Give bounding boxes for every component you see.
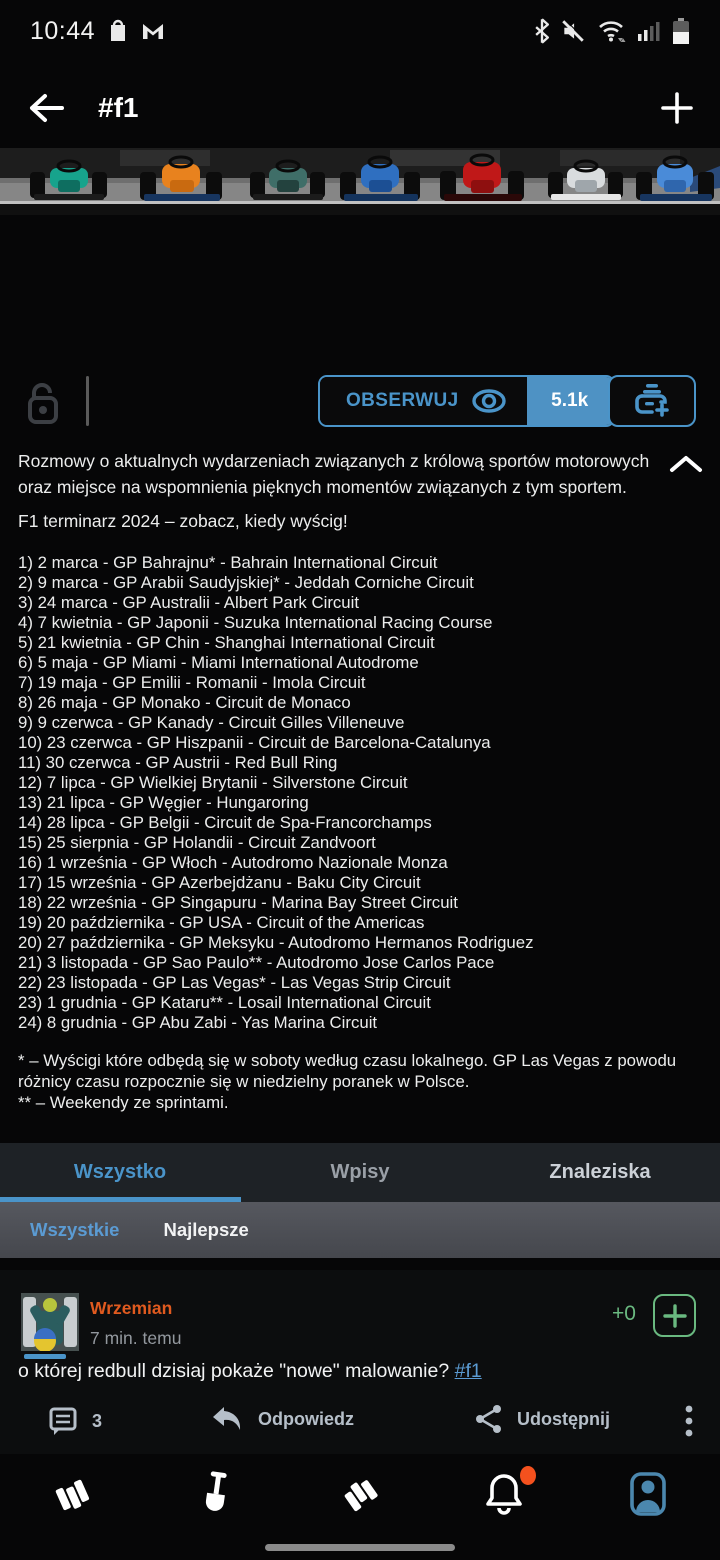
comment-icon (48, 1406, 78, 1436)
post-menu-button[interactable] (684, 1404, 694, 1438)
comments-count: 3 (92, 1410, 103, 1431)
status-bar (0, 0, 720, 62)
race-calendar-item: 16) 1 września - GP Włoch - Autodromo Nazionale Monza (18, 853, 448, 872)
post-author[interactable]: Wrzemian (90, 1298, 173, 1318)
race-calendar-item: 20) 27 października - GP Meksyku - Autodromo Hermanos Rodriguez (18, 933, 534, 952)
package-notification-icon (107, 18, 129, 44)
footnote: * – Wyścigi które odbędą się w soboty według czasu lokalnego. GP Las Vegas z powodu różnicy czasu rozpocznie się w niedzielny poranek w Polsce. (18, 1051, 677, 1091)
race-calendar-item: 24) 8 grudnia - GP Abu Zabi - Yas Marina Circuit (18, 1013, 378, 1032)
tab-label: Wpisy (330, 1161, 390, 1183)
observe-label: OBSERWUJ (346, 390, 459, 411)
share-label: Udostępnij (517, 1408, 610, 1429)
subtab-wszystkie[interactable]: Wszystkie (30, 1219, 120, 1240)
notification-dot (520, 1466, 536, 1485)
race-calendar-item: 12) 7 lipca - GP Wielkiej Brytanii - Silverstone Circuit (18, 773, 408, 792)
profile-icon (626, 1470, 670, 1518)
race-calendar-item: 18) 22 września - GP Singapuru - Marina Bay Street Circuit (18, 893, 458, 912)
race-calendar-item: 17) 15 września - GP Azerbejdżanu - Baku City Circuit (18, 873, 421, 892)
tag-banner-image (0, 148, 720, 215)
app-header (0, 72, 720, 144)
nav-dig-shovel[interactable] (144, 1470, 288, 1518)
race-calendar-item: 4) 7 kwietnia - GP Japonii - Suzuka International Racing Course (18, 613, 493, 632)
observe-button-group (318, 375, 615, 427)
share-button[interactable] (475, 1404, 610, 1434)
race-calendar-item: 5) 21 kwietnia - GP Chin - Shanghai International Circuit (18, 633, 435, 652)
add-button[interactable] (660, 91, 694, 125)
eye-icon (471, 388, 507, 414)
tab-znaleziska[interactable] (480, 1143, 720, 1202)
gmail-notification-icon (141, 18, 165, 44)
followers-count-badge[interactable] (527, 377, 613, 425)
tag-description: Rozmowy o aktualnych wydarzeniach związanych z królową sportów motorowych oraz miejsce na wspomnienia pięknych momentów związanych z tym sportem. (18, 451, 650, 497)
race-calendar-item: 7) 19 maja - GP Emilii - Romanii - Imola Circuit (18, 673, 366, 692)
race-calendar-item: 11) 30 czerwca - GP Austrii - Red Bull Ring (18, 753, 338, 772)
race-calendar-item: 21) 3 listopada - GP Sao Paulo** - Autodromo Jose Carlos Pace (18, 953, 495, 972)
gesture-handle[interactable] (265, 1544, 455, 1551)
race-calendar-item: 6) 5 maja - GP Miami - Miami International Autodrome (18, 653, 419, 672)
tab-wszystko[interactable] (0, 1143, 240, 1202)
upvote-button[interactable] (653, 1294, 696, 1337)
race-calendar-item: 2) 9 marca - GP Arabii Saudyjskiej* - Jeddah Corniche Circuit (18, 573, 474, 592)
chevron-up-icon[interactable] (668, 452, 704, 476)
race-calendar-item: 3) 24 marca - GP Australii - Albert Park Circuit (18, 593, 360, 612)
bluetooth-icon (534, 18, 550, 44)
tab-label: Wszystko (73, 1161, 167, 1183)
race-calendar-item: 1) 2 marca - GP Bahrajnu* - Bahrain International Circuit (18, 553, 438, 572)
avatar-status-bar (24, 1354, 66, 1359)
post-text-content: o której redbull dzisiaj pokaże "nowe" malowanie? (18, 1360, 455, 1382)
observe-button[interactable] (320, 377, 527, 425)
battery-icon (672, 17, 690, 45)
reply-button[interactable] (210, 1404, 354, 1434)
avatar[interactable] (21, 1293, 79, 1351)
reply-label: Odpowiedz (258, 1408, 354, 1429)
sound-muted-icon (560, 18, 586, 44)
race-calendar-item: 13) 21 lipca - GP Węgier - Hungaroring (18, 793, 309, 812)
post-text (18, 1360, 708, 1383)
back-button[interactable] (26, 92, 64, 124)
nav-notifications[interactable] (432, 1470, 576, 1518)
wykop-w-logo-icon (48, 1470, 96, 1518)
subtab-najlepsze[interactable]: Najlepsze (163, 1219, 249, 1240)
tab-wpisy[interactable] (240, 1143, 480, 1202)
schedule-intro: F1 terminarz 2024 – zobacz, kiedy wyścig! (18, 511, 348, 531)
post-action-bar (0, 1398, 720, 1450)
sort-subtabs (0, 1202, 720, 1258)
nav-mikroblog[interactable] (288, 1470, 432, 1518)
hashtag-link[interactable]: #f1 (454, 1360, 482, 1382)
cell-signal-icon (638, 18, 662, 44)
race-calendar-item: 15) 25 sierpnia - GP Holandii - Circuit Zandvoort (18, 833, 376, 852)
page-title: #f1 (98, 92, 139, 123)
add-entry-icon (632, 382, 672, 420)
tag-actions-row (0, 374, 720, 430)
add-entry-button[interactable] (608, 375, 696, 427)
nav-profile[interactable] (576, 1470, 720, 1518)
share-icon (475, 1404, 503, 1434)
race-calendar-item: 14) 28 lipca - GP Belgii - Circuit de Spa-Francorchamps (18, 813, 432, 832)
divider (86, 376, 89, 426)
calendar-footnotes (18, 1050, 682, 1113)
footnote: ** – Weekendy ze sprintami. (18, 1093, 229, 1112)
shovel-icon (194, 1470, 238, 1518)
race-calendar-item: 23) 1 grudnia - GP Kataru** - Losail International Circuit (18, 993, 431, 1012)
wifi-icon (596, 17, 628, 45)
race-calendar (18, 553, 708, 1033)
race-calendar-item: 9) 9 czerwca - GP Kanady - Circuit Gilles Villeneuve (18, 713, 405, 732)
reply-arrow-icon (210, 1404, 244, 1434)
race-calendar-item: 10) 23 czerwca - GP Hiszpanii - Circuit de Barcelona-Catalunya (18, 733, 491, 752)
bottom-navigation (0, 1452, 720, 1536)
race-calendar-item: 19) 20 października - GP USA - Circuit of the Americas (18, 913, 425, 932)
content-tabs (0, 1143, 720, 1202)
unlocked-padlock-icon (24, 380, 66, 426)
nav-home-wykop[interactable] (0, 1470, 144, 1518)
race-calendar-item: 22) 23 listopada - GP Las Vegas* - Las Vegas Strip Circuit (18, 973, 451, 992)
post-timestamp: 7 min. temu (90, 1328, 182, 1348)
post-score: +0 (612, 1302, 636, 1325)
status-time: 10:44 (30, 16, 96, 45)
followers-count: 5.1k (551, 390, 589, 411)
race-calendar-item: 8) 26 maja - GP Monako - Circuit de Monaco (18, 693, 351, 712)
tab-label: Znaleziska (549, 1161, 651, 1183)
post-card (0, 1270, 720, 1454)
comments-button[interactable] (48, 1406, 102, 1436)
mikroblog-m-logo-icon (336, 1470, 384, 1518)
